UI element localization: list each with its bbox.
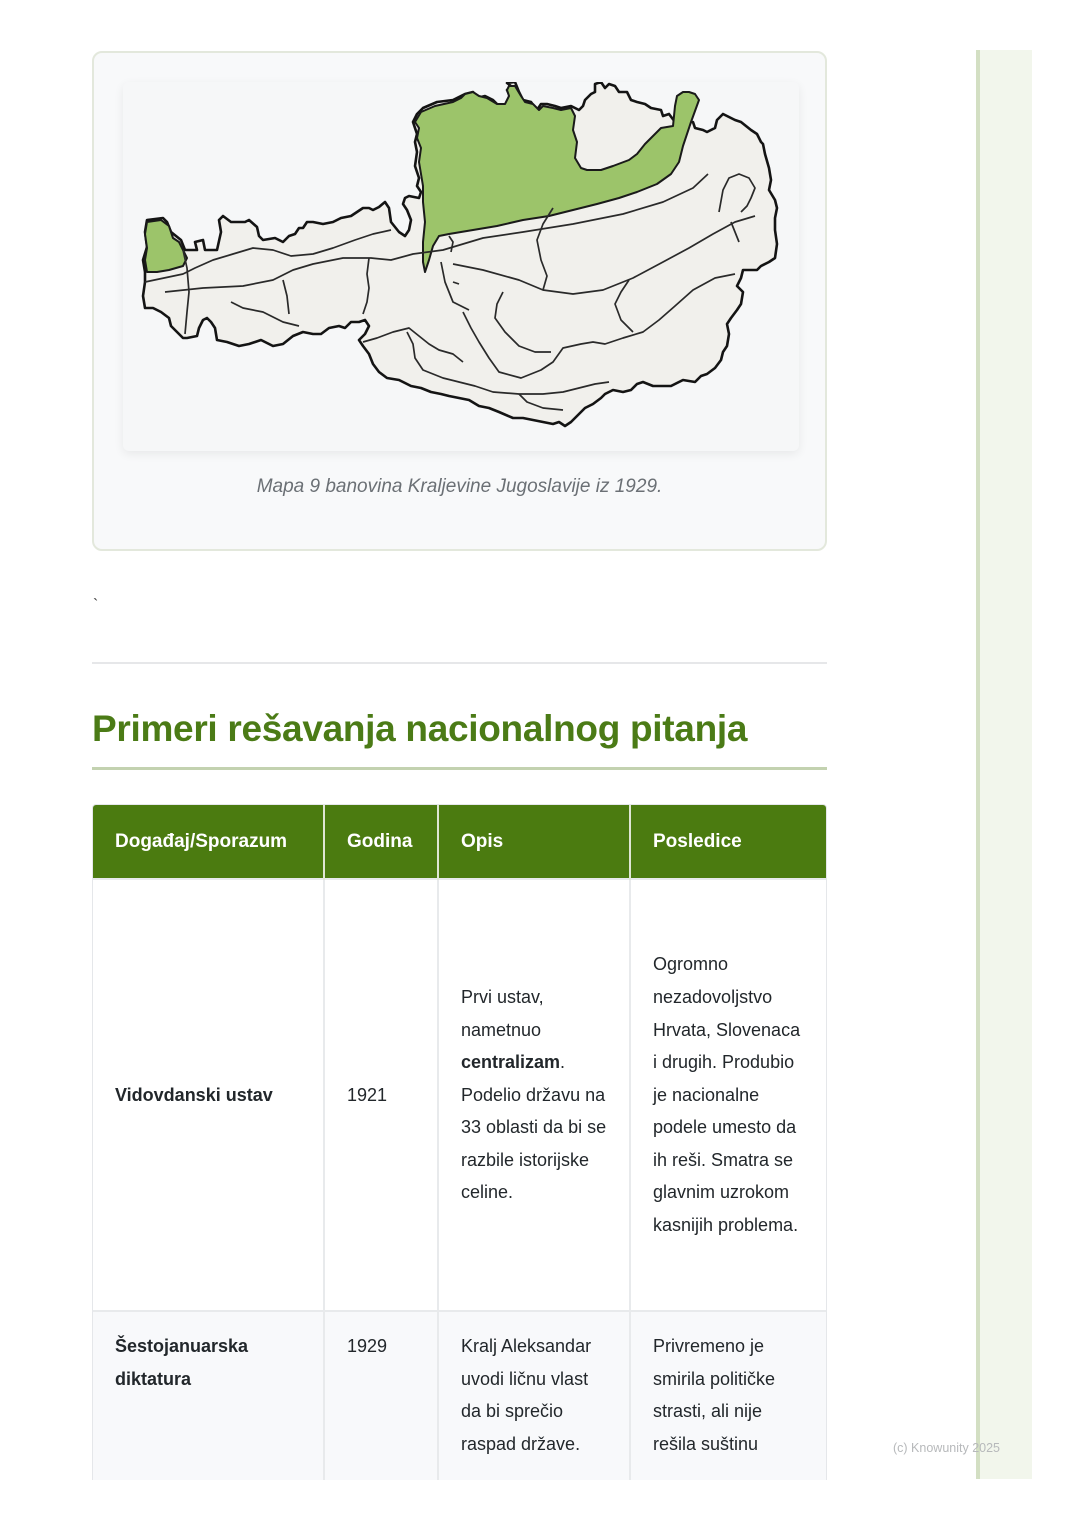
cell-consequences: Privremeno je smirila političke strasti, ali nije rešila suštinu: [630, 1311, 827, 1480]
stray-text: `: [93, 597, 99, 614]
description-text-rest: . Podelio državu na 33 oblasti da bi se razbile istorijske celine.: [461, 1052, 607, 1203]
column-header-consequences: Posledice: [630, 805, 827, 879]
table-header-row: [93, 805, 827, 879]
cell-description: Kralj Aleksandar uvodi ličnu vlast da bi sprečio raspad države.: [438, 1311, 630, 1480]
divider: [92, 662, 827, 664]
table-row: [93, 879, 827, 1311]
cell-year: 1921: [324, 879, 438, 1311]
column-header-description: Opis: [438, 805, 630, 879]
cell-event: Vidovdanski ustav: [93, 879, 324, 1311]
events-table: [92, 804, 827, 1480]
map-image: [123, 82, 799, 451]
cell-event: Šestojanuarska diktatura: [93, 1311, 324, 1480]
banovina-map-graphic: [123, 82, 799, 451]
highlight-region-west: [145, 220, 187, 272]
section-title: Primeri rešavanja nacionalnog pitanja: [92, 708, 748, 749]
cell-description: [438, 879, 630, 1311]
title-underline: [92, 767, 827, 770]
table-row: [93, 1311, 827, 1480]
column-header-event: Događaj/Sporazum: [93, 805, 324, 879]
cell-year: 1929: [324, 1311, 438, 1480]
figure-caption: Mapa 9 banovina Kraljevine Jugoslavije iz 1929.: [256, 476, 663, 497]
cell-consequences: Ogromno nezadovoljstvo Hrvata, Slovenaca i drugih. Produbio je nacionalne podele umesto da ih reši. Smatra se glavnim uzrokom kasnijih problema.: [630, 879, 827, 1311]
column-header-year: Godina: [324, 805, 438, 879]
copyright-footer: (c) Knowunity 2025: [893, 1441, 1001, 1455]
description-bold-term: centralizam: [461, 1052, 561, 1073]
description-text: Prvi ustav, nametnuo: [461, 986, 544, 1040]
side-panel: [976, 50, 1032, 1479]
figure-card: [92, 51, 827, 551]
